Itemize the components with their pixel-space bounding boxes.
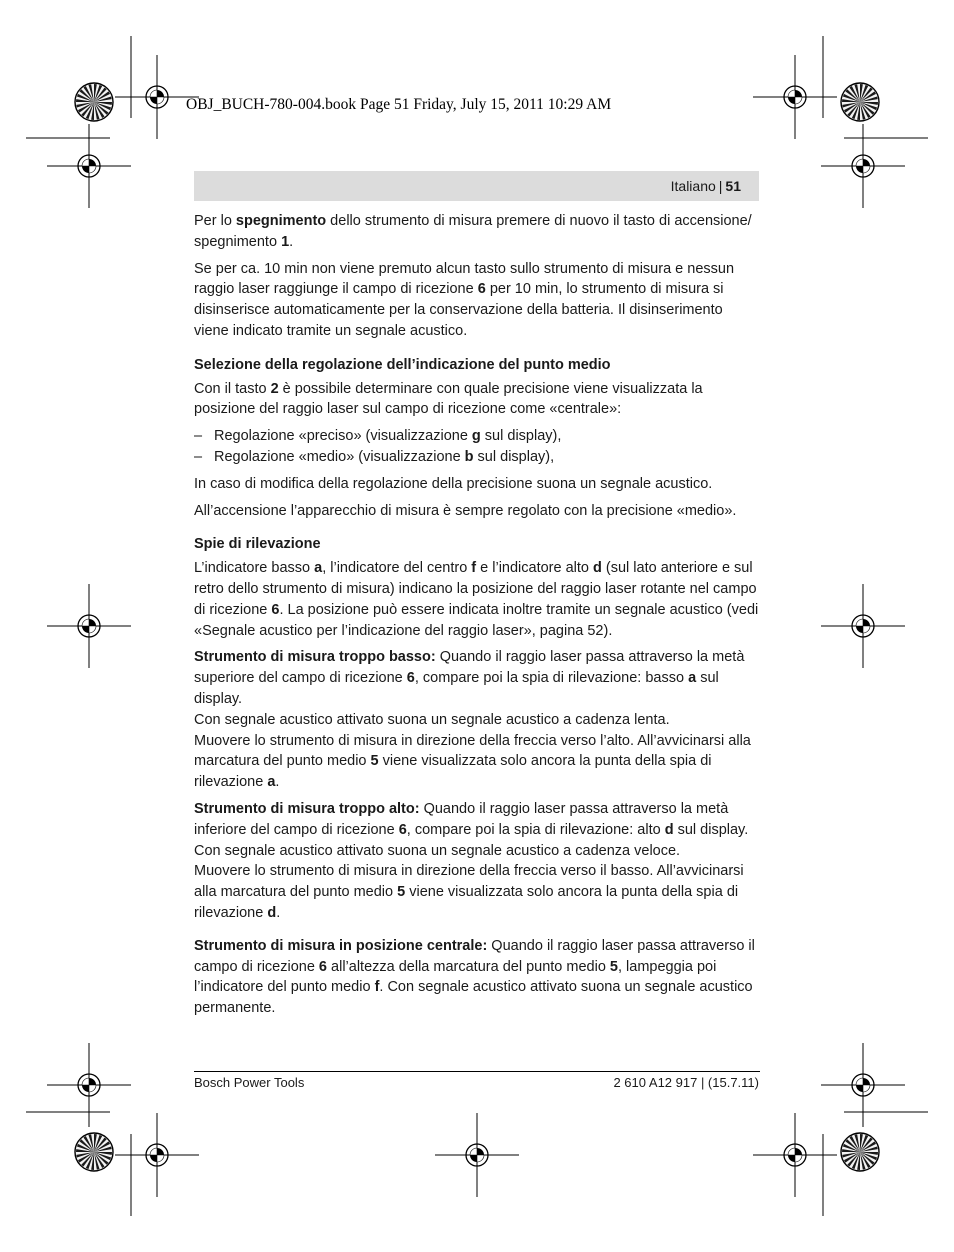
list-item: – Regolazione «medio» (visualizzazione b sul display), [194, 448, 555, 465]
footer-publisher: Bosch Power Tools [194, 1075, 305, 1090]
book-header: OBJ_BUCH-780-004.book Page 51 Friday, July 15, 2011 10:29 AM [186, 96, 612, 113]
precision-list [194, 426, 760, 468]
page-number: 51 [725, 178, 741, 194]
paragraph-indicators: L’indicatore basso a, l’indicatore del centro f e l’indicatore alto d (sul lato anteriore e sul retro dello strumento di misura) indicano la posizione del raggio laser rotante nel campo di ricezione 6. La posizione può essere indicata inoltre tramite un segnale acustico (vedi «Segnale acustico per l’indicazione del raggio laser», pagina 52). [194, 560, 759, 639]
heading-center-setting: Selezione della regolazione dell’indicazione del punto medio [194, 356, 611, 373]
paragraph-too-high-signal: Con segnale acustico attivato suona un segnale acustico a cadenza veloce. [194, 842, 681, 859]
paragraph-too-low-signal: Con segnale acustico attivato suona un segnale acustico a cadenza lenta. [194, 711, 670, 728]
paragraph-too-high-move: Muovere lo strumento di misura in direzione della freccia verso il basso. All’avvicinarsi alla marcatura del punto medio 5 viene visualizzata solo ancora la punta della spia di rilevazione d. [194, 863, 744, 921]
footer-document-number: 2 610 A12 917 | (15.7.11) [613, 1075, 759, 1090]
paragraph-too-low: Strumento di misura troppo basso: Quando il raggio laser passa attraverso la metà superiore del campo di ricezione 6, compare poi la spia di rilevazione: basso a sul display. [194, 649, 745, 707]
running-head-language: Italiano [670, 178, 716, 194]
page-content [194, 211, 760, 1019]
paragraph-precision-change: In caso di modifica della regolazione della precisione suona un segnale acustico. [194, 475, 713, 492]
footer-rule [194, 1071, 760, 1072]
paragraph-power-on-default: All’accensione l’apparecchio di misura è sempre regolato con la precisione «medio». [194, 502, 737, 519]
paragraph-auto-off: Se per ca. 10 min non viene premuto alcun tasto sullo strumento di misura e nessun raggio laser raggiunge il campo di ricezione 6 per 10 min, lo strumento di misura si disinserisce automaticamente per la conservazione della batteria. Il disinserimento viene indicato tramite un segnale acustico. [194, 260, 735, 339]
paragraph-centered: Strumento di misura in posizione centrale: Quando il raggio laser passa attraverso il campo di ricezione 6 all’altezza della marcatura del punto medio 5, lampeggia poi l’indicatore del punto medio f. Con segnale acustico attivato suona un segnale acustico permanente. [194, 937, 755, 1017]
list-item: – Regolazione «preciso» (visualizzazione g sul display), [194, 428, 562, 445]
paragraph-too-low-move: Muovere lo strumento di misura in direzione della freccia verso l’alto. All’avvicinarsi alla marcatura del punto medio 5 viene visualizzata solo ancora la punta della spia di rilevazione a. [194, 732, 751, 791]
paragraph-too-high: Strumento di misura troppo alto: Quando il raggio laser passa attraverso la metà inferiore del campo di ricezione 6, compare poi la spia di rilevazione: alto d sul display. [194, 800, 749, 838]
heading-indicators: Spie di rilevazione [194, 536, 321, 553]
running-head-separator: | [718, 178, 723, 194]
running-head [194, 171, 759, 201]
paragraph-precision: Con il tasto 2 è possibile determinare con quale precisione viene visualizzata la posizione del raggio laser sul campo di ricezione come «centrale»: [194, 380, 703, 418]
paragraph-switch-off: Per lo spegnimento dello strumento di misura premere di nuovo il tasto di accensione/ spegnimento 1. [194, 213, 752, 250]
